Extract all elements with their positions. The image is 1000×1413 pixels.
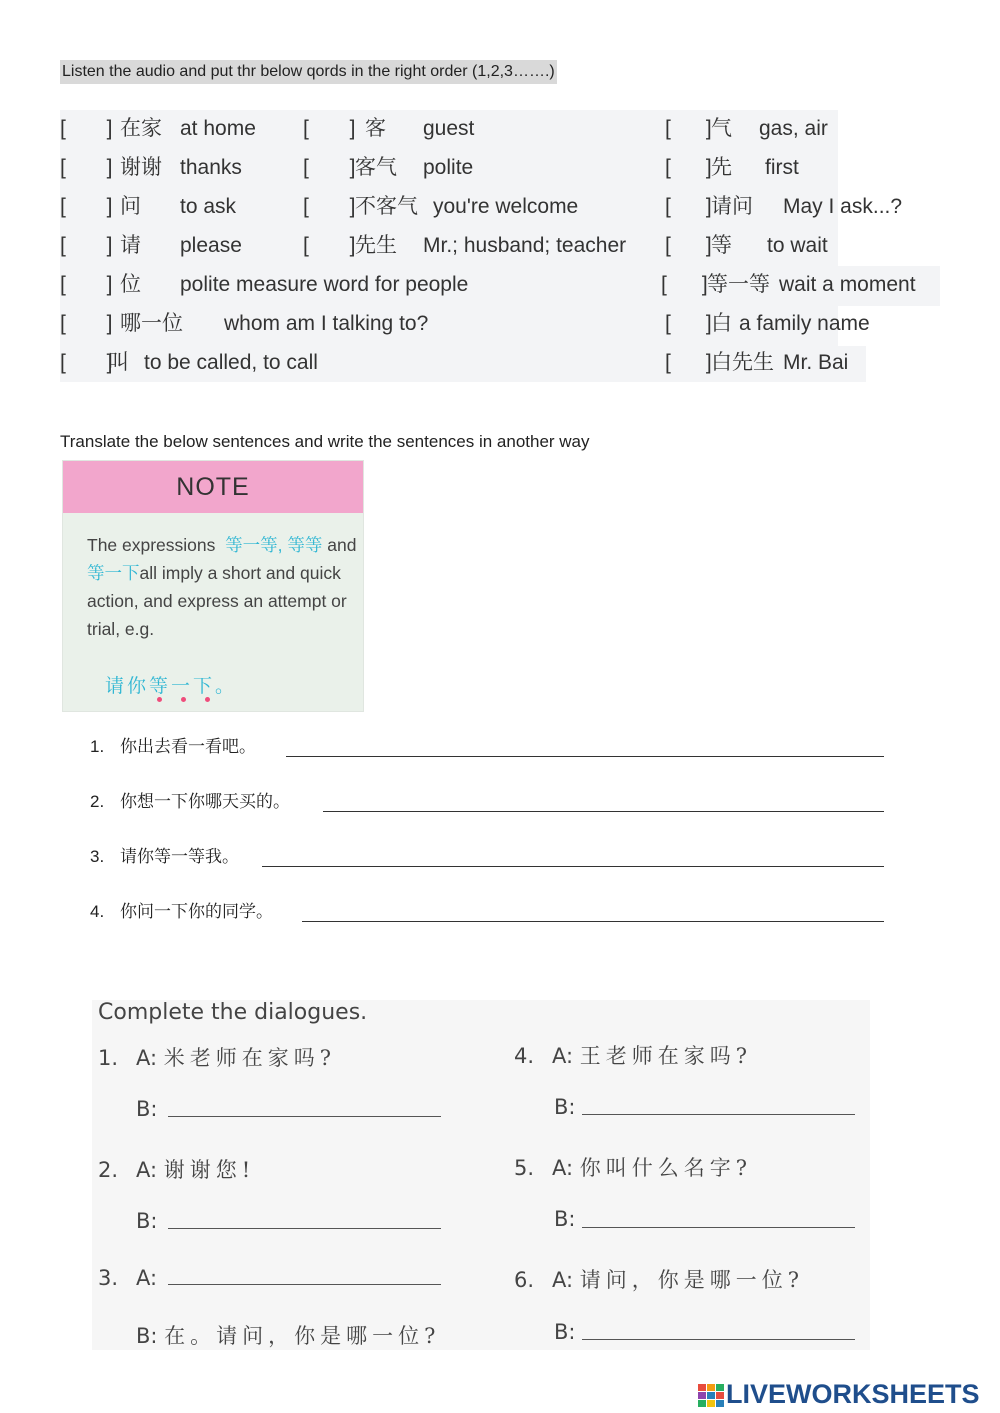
answer-line[interactable] <box>168 1228 441 1229</box>
vocab-item: [ ]先 first <box>665 156 799 179</box>
vocab-item: [ ] 谢谢 thanks <box>60 156 242 179</box>
sentence-item: 1. 你出去看一看吧。 <box>90 735 256 759</box>
note-box <box>62 460 364 712</box>
answer-line[interactable] <box>582 1227 855 1228</box>
note-expression: 等一下 <box>87 563 140 583</box>
answer-line[interactable] <box>302 921 884 922</box>
note-expression: 等一等, <box>225 535 283 555</box>
dialogue-b-label: B: <box>554 1207 576 1231</box>
vocab-item: [ ] 问 to ask <box>60 195 237 218</box>
dialogue-b-label: B: <box>136 1209 158 1233</box>
answer-line[interactable] <box>168 1284 441 1285</box>
vocab-item: [ ]叫 to be called, to call <box>60 351 318 374</box>
emphasis-dot <box>205 697 210 702</box>
vocab-item: [ ]白先生 Mr. Bai <box>665 351 849 374</box>
vocab-item: [ ] 请 please <box>60 234 242 257</box>
vocab-item: [ ] 哪一位 whom am I talking to? <box>60 312 429 335</box>
vocab-item: [ ]白 a family name <box>665 312 870 335</box>
dialogue-a-line: 6. A: 请问，你是哪一位? <box>514 1268 805 1292</box>
dialogue-a-line: 4. A: 王老师在家吗? <box>514 1044 753 1068</box>
vocab-item: [ ]不客气 you're welcome <box>303 195 579 218</box>
sentence-item: 3. 请你等一等我。 <box>90 845 239 869</box>
vocab-item: [ ] 位 polite measure word for people <box>60 273 469 296</box>
dialogue-b-label: B: <box>554 1095 576 1119</box>
sentence-item: 4. 你问一下你的同学。 <box>90 900 273 924</box>
vocab-item: [ ]气 gas, air <box>665 117 828 140</box>
dialogue-b-line: B: 在。请问，你是哪一位? <box>136 1324 441 1348</box>
sentence-item: 2. 你想一下你哪天买的。 <box>90 790 290 814</box>
dialogue-exercise <box>92 1000 870 1350</box>
vocab-item: [ ]客气 polite <box>303 156 474 179</box>
answer-line[interactable] <box>323 811 884 812</box>
answer-line[interactable] <box>286 756 884 757</box>
vocab-item: [ ]等 to wait <box>665 234 828 257</box>
vocab-list <box>60 110 940 382</box>
note-text: The expressions 等一等, 等等 and 等一下all imply a short and quick action, and express an attempt or trial, e.g. <box>87 535 357 639</box>
answer-line[interactable] <box>168 1116 441 1117</box>
note-example: 请你等一下。 <box>105 676 238 697</box>
logo-icon <box>698 1384 724 1408</box>
answer-line[interactable] <box>582 1114 855 1115</box>
vocab-item: [ ]先生 Mr.; husband; teacher <box>303 234 627 257</box>
liveworksheets-logo: LIVEWORKSHEETS <box>698 1378 980 1410</box>
vocab-item: [ ] 在家 at home <box>60 117 256 140</box>
dialogue-b-label: B: <box>136 1097 158 1121</box>
dialogue-a-line: 1. A: 米老师在家吗? <box>98 1046 337 1070</box>
emphasis-dot <box>181 697 186 702</box>
listen-instruction: Listen the audio and put thr below qords in the right order (1,2,3…….) <box>60 60 557 84</box>
translate-instruction: Translate the below sentences and write the sentences in another way <box>60 432 590 451</box>
vocab-item: [ ]请问 May I ask...? <box>665 195 903 218</box>
dialogue-title: Complete the dialogues. <box>98 1000 368 1025</box>
answer-line[interactable] <box>262 866 884 867</box>
answer-line[interactable] <box>582 1339 855 1340</box>
vocab-item: [ ] 客 guest <box>303 117 475 140</box>
dialogue-b-label: B: <box>554 1320 576 1344</box>
dialogue-a-line: 5. A: 你叫什么名字? <box>514 1156 753 1180</box>
vocab-item: [ ]等一等 wait a moment <box>661 273 916 296</box>
dialogue-a-line: 3. A: <box>98 1266 158 1290</box>
note-expression: 等等 <box>287 535 323 555</box>
dialogue-a-line: 2. A: 谢谢您! <box>98 1158 256 1182</box>
emphasis-dot <box>157 697 162 702</box>
note-heading: NOTE <box>63 461 363 513</box>
